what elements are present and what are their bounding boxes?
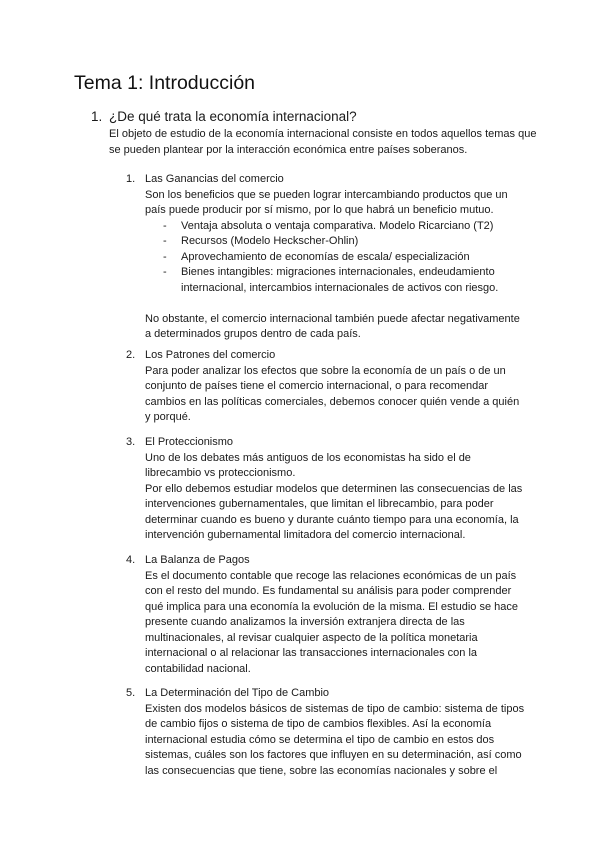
section-intro: Son los beneficios que se pueden lograr intercambiando productos que un país puede producir por sí mismo, por lo que habrá un beneficio mutuo. — [145, 188, 508, 216]
list-item: - Bienes intangibles: migraciones internacionales, endeudamiento internacional, intercambios internacionales de activos con riesgo. — [163, 266, 499, 294]
section-heading: La Determinación del Tipo de Cambio — [145, 687, 330, 699]
list-item: - Aprovechamiento de economías de escala/ especialización — [145, 250, 525, 266]
section-heading: El Proteccionismo — [145, 436, 234, 448]
dash-bullet: - — [163, 219, 167, 232]
section-body: Es el documento contable que recoge las relaciones económicas de un país con el resto del mundo. Es fundamental su análisis para poder comprender qué implica para una economía la evolución de la misma. El estudio se hace presente cuando analizamos la inversión extranjera directa de las multinacionales, al revisar cualquier aspecto de la política monetaria internacional o al relacionar las transacciones internacionales con la contabilidad nacional. — [145, 569, 518, 675]
bullet-list — [145, 219, 525, 297]
section-heading: La Balanza de Pagos — [145, 554, 250, 566]
dash-bullet: - — [163, 266, 167, 278]
section-number: 2. — [126, 349, 136, 361]
section-heading: Los Patrones del comercio — [145, 349, 276, 361]
section-number: 3. — [126, 436, 136, 448]
section-body: Para poder analizar los efectos que sobre la economía de un país o de un conjunto de países tiene el comercio internacional, o para recomendar cambios en las políticas comerciales, debemos conocer quién vende a quién y porqué. — [145, 364, 520, 423]
section-paragraph: Uno de los debates más antiguos de los economistas ha sido el de librecambio vs proteccionismo. — [145, 451, 471, 479]
dash-bullet: - — [163, 250, 167, 263]
section-body — [145, 451, 525, 544]
section-outro: No obstante, el comercio internacional también puede afectar negativamente a determinados grupos dentro de cada país. — [145, 312, 520, 340]
dash-bullet: - — [163, 235, 167, 247]
section-number: 5. — [126, 687, 136, 699]
section-body: Existen dos modelos básicos de sistemas de tipo de cambio: sistema de tipos de cambio fijos o sistema de tipo de cambios flexibles. Así la economía internacional estudia cómo se determina el tipo de cambio en estos dos sistemas, cuáles son los factores que influyen en su determinación, así como las consecuencias que tiene, sobre las economías nacionales y sobre el — [145, 702, 525, 777]
list-item: - Recursos (Modelo Heckscher-Ohlin) — [145, 234, 525, 250]
question-number: 1. — [91, 109, 103, 124]
page-title: Tema 1: Introducción — [74, 72, 256, 94]
section-body — [145, 188, 525, 343]
section-number: 1. — [126, 173, 136, 185]
list-item: - Ventaja absoluta o ventaja comparativa. Modelo Ricarciano (T2) — [145, 219, 525, 235]
section-number: 4. — [126, 554, 136, 566]
question-heading: ¿De qué trata la economía internacional? — [109, 109, 357, 124]
section-paragraph: Por ello debemos estudiar modelos que determinen las consecuencias de las intervenciones gubernamentales, que limitan el librecambio, para poder determinar cuando es bueno y durante cuánto tiempo para una economía, la intervención gubernamental limitadora del comercio internacional. — [145, 482, 523, 541]
section-heading: Las Ganancias del comercio — [145, 173, 284, 185]
question-body: El objeto de estudio de la economía internacional consiste en todos aquellos temas que se pueden plantear por la interacción económica entre países soberanos. — [109, 128, 537, 156]
